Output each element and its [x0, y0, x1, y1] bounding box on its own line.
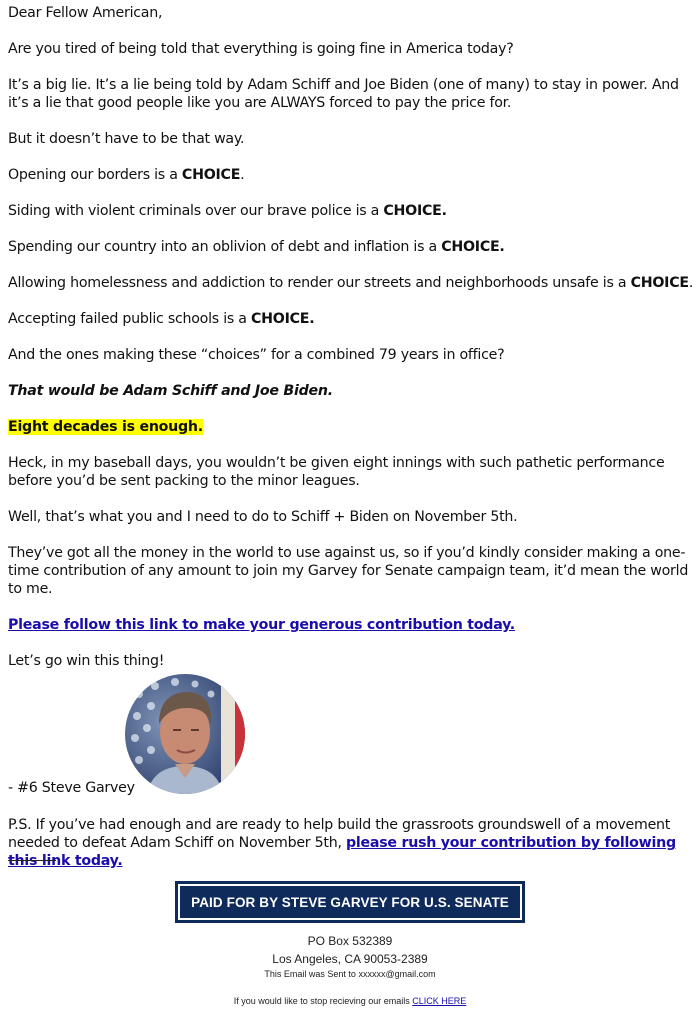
choice-line: [8, 310, 698, 328]
unsubscribe-link[interactable]: CLICK HERE: [412, 996, 467, 1006]
choice-text: Allowing homelessness and addiction to render our streets and neighborhoods unsafe is a: [8, 275, 631, 291]
choice-word: CHOICE: [441, 239, 500, 255]
paragraph: But it doesn’t have to be that way.: [8, 131, 245, 147]
choice-text: Accepting failed public schools is a: [8, 311, 252, 327]
paragraph: Let’s go win this thing!: [8, 653, 165, 669]
paragraph: And the ones making these “choices” for a combined 79 years in office?: [8, 347, 505, 363]
highlighted-text: Eight decades is enough.: [8, 419, 203, 435]
choice-line: [8, 238, 698, 256]
salutation: Dear Fellow American,: [8, 5, 163, 21]
choice-word: CHOICE: [251, 311, 310, 327]
period: .: [309, 311, 315, 327]
period: .: [441, 203, 447, 219]
period: .: [688, 275, 694, 291]
paragraph: Heck, in my baseball days, you wouldn’t be given eight innings with such pathetic performance before you’d be sent packing to the minor leagues.: [8, 455, 665, 489]
choice-line: [8, 166, 698, 184]
sent-to-notice: This Email was Sent to xxxxxx@gmail.com: [264, 969, 436, 979]
paid-for-text: PAID FOR BY STEVE GARVEY FOR U.S. SENATE: [191, 894, 509, 910]
signature-name: - #6 Steve Garvey: [8, 780, 135, 796]
unsubscribe-notice: [0, 996, 700, 1006]
portrait-image-icon: [125, 674, 245, 794]
emphasis-line: That would be Adam Schiff and Joe Biden.: [8, 383, 333, 399]
letter-content: [8, 4, 698, 688]
choice-line: [8, 202, 698, 220]
signature-block: [8, 672, 408, 798]
address-line-1: PO Box 532389: [307, 934, 393, 948]
ps-text: P.S. If you’ve had enough and are ready to help build the grassroots groundswell of a movement needed to defeat Adam Schiff on November 5th,: [8, 817, 671, 851]
donate-link[interactable]: Please follow this link to make your generous contribution today.: [8, 617, 515, 633]
period: .: [240, 167, 245, 183]
postscript: [8, 816, 698, 870]
choice-text: Spending our country into an oblivion of debt and inflation is a: [8, 239, 442, 255]
paragraph: They’ve got all the money in the world to use against us, so if you’d kindly consider making a one-time contribution of any amount to join my Garvey for Senate campaign team, it’d mean the world to me.: [8, 545, 689, 597]
choice-line: [8, 274, 698, 292]
candidate-photo: [125, 674, 245, 794]
paragraph: Are you tired of being told that everything is going fine in America today?: [8, 41, 514, 57]
divider: [8, 860, 56, 861]
donate-line: [8, 616, 698, 634]
address-line-2: Los Angeles, CA 90053-2389: [272, 952, 428, 966]
choice-word: CHOICE: [181, 167, 241, 183]
ps-donate-link[interactable]: please rush your contribution by following this link today.: [8, 835, 676, 869]
choice-text: Opening our borders is a: [8, 167, 182, 183]
paragraph: Well, that’s what you and I need to do to Schiff + Biden on November 5th.: [8, 509, 518, 525]
choice-word: CHOICE: [383, 203, 442, 219]
period: .: [499, 239, 505, 255]
choice-text: Siding with violent criminals over our brave police is a: [8, 203, 384, 219]
highlight-line: [8, 418, 698, 436]
paragraph: It’s a big lie. It’s a lie being told by Adam Schiff and Joe Biden (one of many) to stay in power. And it’s a lie that good people like you are ALWAYS forced to pay the price for.: [8, 77, 679, 111]
paid-for-banner: [175, 881, 525, 923]
unsubscribe-text: If you would like to stop recieving our emails: [233, 996, 413, 1006]
choice-word: CHOICE: [630, 275, 689, 291]
